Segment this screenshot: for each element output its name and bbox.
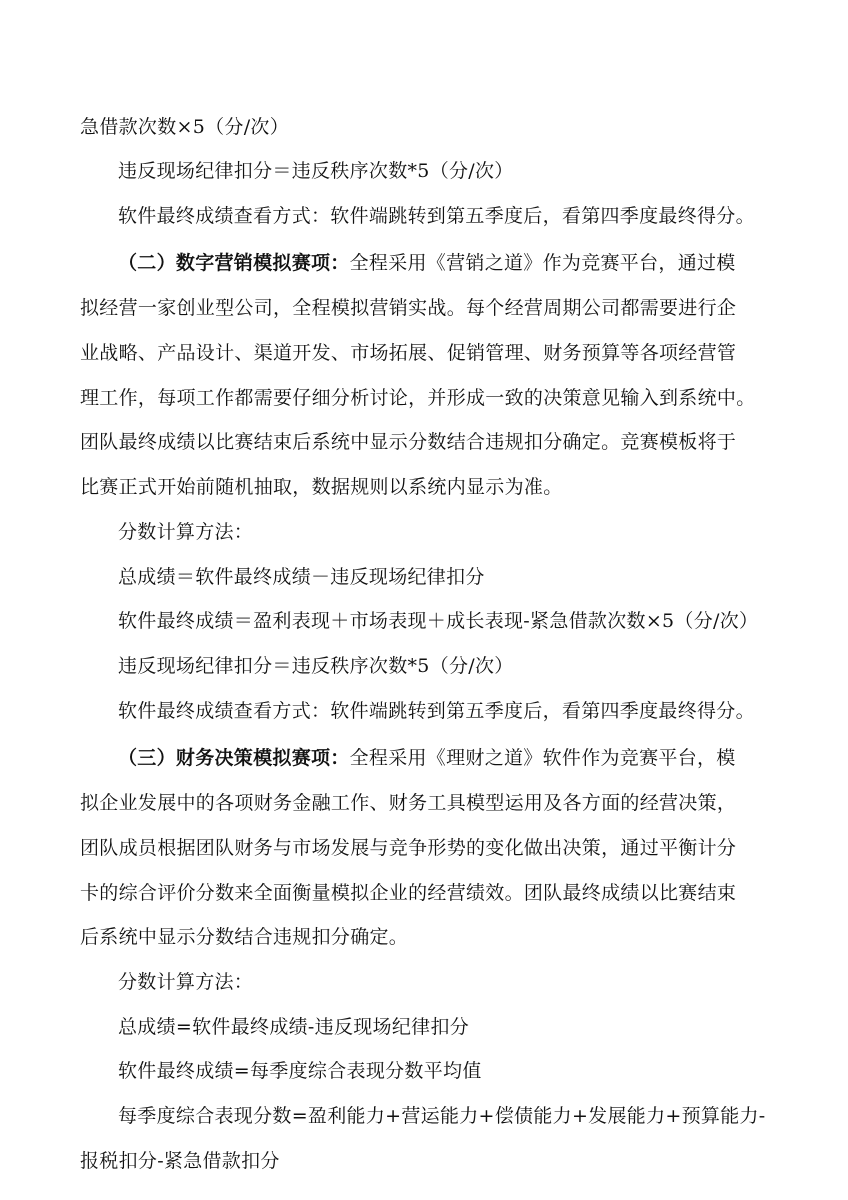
text-line: 每季度综合表现分数=盈利能力+营运能力+偿债能力+发展能力+预算能力- [118,1105,766,1127]
section-heading-line [118,250,780,276]
text-line: 软件最终成绩查看方式：软件端跳转到第五季度后，看第四季度最终得分。 [118,205,755,227]
text-line: 卡的综合评价分数来全面衡量模拟企业的经营绩效。团队最终成绩以比赛结束 [80,882,737,904]
section-heading: （二）数字营销模拟赛项： [118,252,350,274]
text-line: 业战略、产品设计、渠道开发、市场拓展、促销管理、财务预算等各项经营管 [80,342,737,364]
text-line: 拟经营一家创业型公司，全程模拟营销实战。每个经营周期公司都需要进行企 [80,297,737,319]
text-line: 急借款次数×5（分/次） [80,116,290,138]
text-line: 软件最终成绩＝盈利表现＋市场表现＋成长表现-紧急借款次数×5（分/次） [118,610,759,632]
text-line: 软件最终成绩=每季度综合表现分数平均值 [118,1060,482,1082]
section-heading: （三）财务决策模拟赛项： [118,747,350,769]
text-line: 拟企业发展中的各项财务金融工作、财务工具模型运用及各方面的经营决策， [80,792,737,814]
section-text: 全程采用《营销之道》作为竞赛平台，通过模 [349,252,736,274]
text-line: 分数计算方法： [118,521,254,543]
text-line: 团队成员根据团队财务与市场发展与竞争形势的变化做出决策，通过平衡计分 [80,837,737,859]
section-heading-line [118,745,780,771]
text-line: 总成绩=软件最终成绩-违反现场纪律扣分 [118,1016,470,1038]
text-line: 后系统中显示分数结合违规扣分确定。 [80,926,409,948]
section-text: 全程采用《理财之道》软件作为竞赛平台，模 [349,747,736,769]
text-line: 报税扣分-紧急借款扣分 [80,1150,280,1172]
text-line: 软件最终成绩查看方式：软件端跳转到第五季度后，看第四季度最终得分。 [118,700,755,722]
text-line: 总成绩＝软件最终成绩－违反现场纪律扣分 [118,566,485,588]
text-line: 比赛正式开始前随机抽取，数据规则以系统内显示为准。 [80,476,563,498]
text-line: 团队最终成绩以比赛结束后系统中显示分数结合违规扣分确定。竞赛模板将于 [80,431,737,453]
text-line: 违反现场纪律扣分＝违反秩序次数*5（分/次） [118,655,514,677]
text-line: 分数计算方法： [118,971,254,993]
text-line: 违反现场纪律扣分＝违反秩序次数*5（分/次） [118,160,514,182]
text-line: 理工作，每项工作都需要仔细分析讨论，并形成一致的决策意见输入到系统中。 [80,387,756,409]
